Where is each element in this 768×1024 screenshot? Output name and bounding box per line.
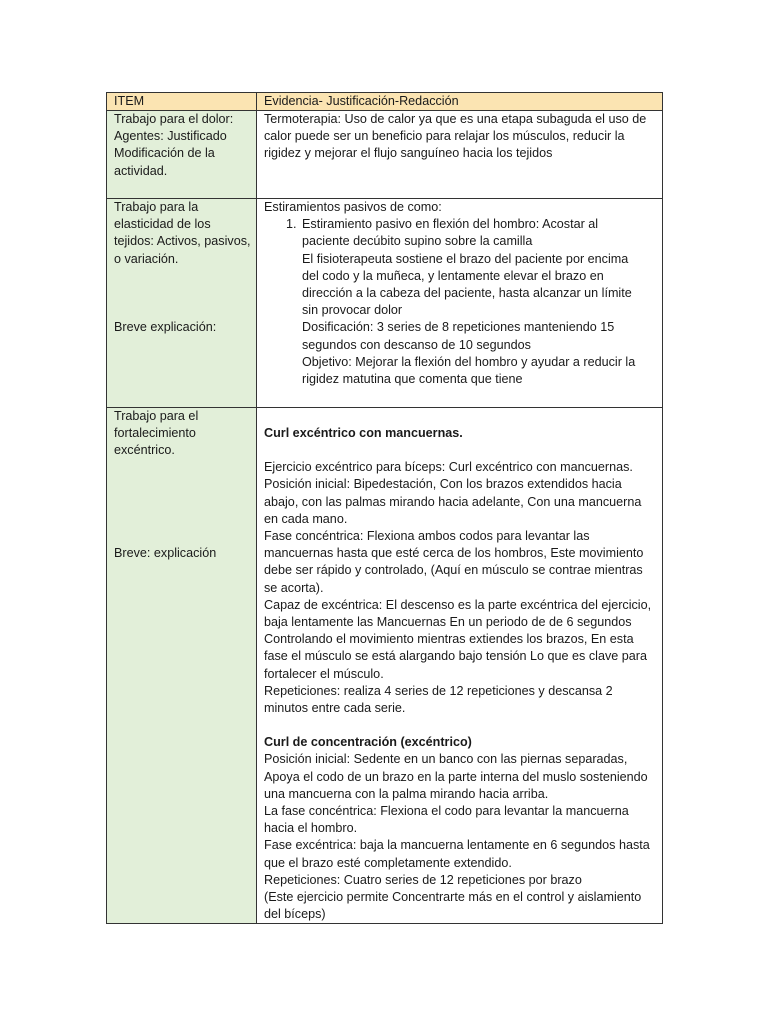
list-number: 1.	[286, 217, 297, 232]
strength-label-line: excéntrico.	[114, 443, 175, 458]
stretch-intro: Estiramientos pasivos de como:	[264, 200, 442, 214]
list-item	[264, 216, 657, 388]
list-line: del codo y la muñeca, y lentamente elevar el brazo en	[302, 268, 604, 283]
text-line: (Este ejercicio permite Concentrarte más en el control y aislamiento	[264, 890, 642, 905]
elasticity-label-line: tejidos: Activos, pasivos,	[114, 234, 251, 249]
pain-label-line: Modificación de la	[114, 146, 215, 161]
text-line: Controlando el movimiento mientras extiendes los brazos, En esta	[264, 632, 634, 647]
list-line: Dosificación: 3 series de 8 repeticiones manteniendo 15	[302, 320, 615, 335]
text-line: se acorta).	[264, 580, 324, 595]
text-line: Posición inicial: Sedente en un banco con las piernas separadas,	[264, 752, 628, 767]
elasticity-text-cell	[257, 199, 663, 408]
text-line: que el brazo esté completamente extendido.	[264, 855, 512, 870]
pain-label-line: Trabajo para el dolor:	[114, 112, 234, 126]
strength-brief-label: Breve: explicación	[114, 545, 217, 560]
list-line: rigidez matutina que comenta que tiene	[302, 372, 523, 387]
table-row-pain	[107, 111, 663, 199]
text-line: Apoya el codo de un brazo en la parte interna del muslo sosteniendo	[264, 769, 648, 784]
text-line: fase el músculo se está alargando bajo tensión Lo que es clave para	[264, 649, 647, 664]
table-header-row	[107, 93, 663, 111]
strength-label-cell	[107, 408, 257, 924]
text-line: una mancuerna con la palma mirando hacia arriba.	[264, 786, 549, 801]
text-line: abajo, con las palmas mirando hacia adelante, Con una mancuerna	[264, 494, 642, 509]
header-item-cell: ITEM	[107, 93, 257, 111]
strength-text-cell	[257, 408, 663, 924]
pain-label-cell	[107, 111, 257, 199]
header-evidence-cell: Evidencia- Justificación-Redacción	[257, 93, 663, 111]
list-line: dirección a la cabeza del paciente, hasta alcanzar un límite	[302, 286, 632, 301]
strength-label-line: Trabajo para el	[114, 409, 199, 423]
text-line: Fase excéntrica: baja la mancuerna lentamente en 6 segundos hasta	[264, 838, 650, 853]
strength-label-line: fortalecimiento	[114, 426, 196, 441]
pain-text-line: Termoterapia: Uso de calor ya que es una etapa subaguda el uso de	[264, 112, 647, 126]
pain-text-cell	[257, 111, 663, 199]
text-line: Repeticiones: realiza 4 series de 12 repeticiones y descansa 2	[264, 683, 613, 698]
pain-label-line: actividad.	[114, 163, 168, 178]
list-line: paciente decúbito supino sobre la camilla	[302, 234, 533, 249]
text-line: Ejercicio excéntrico para bíceps: Curl excéntrico con mancuernas.	[264, 460, 633, 475]
elasticity-label-line: Trabajo para la	[114, 200, 199, 214]
elasticity-label-line: elasticidad de los	[114, 217, 211, 232]
exercise-heading-concentration-curl: Curl de concentración (excéntrico)	[264, 735, 472, 750]
text-line: hacia el hombro.	[264, 821, 358, 836]
list-line: Objetivo: Mejorar la flexión del hombro y ayudar a reducir la	[302, 354, 636, 369]
text-line: Capaz de excéntrica: El descenso es la parte excéntrica del ejercicio,	[264, 597, 652, 612]
text-line: fortalecer el músculo.	[264, 666, 384, 681]
elasticity-label-line: o variación.	[114, 251, 179, 266]
list-line: El fisioterapeuta sostiene el brazo del paciente por encima	[302, 251, 629, 266]
text-line: minutos entre cada serie.	[264, 701, 406, 716]
pain-text-line: rigidez y mejorar el flujo sanguíneo hacia los tejidos	[264, 146, 553, 161]
exercise-heading-eccentric-curl: Curl excéntrico con mancuernas.	[264, 426, 463, 440]
text-line: La fase concéntrica: Flexiona el codo para levantar la mancuerna	[264, 804, 629, 819]
text-line: baja lentamente las Mancuernas En un periodo de de 6 segundos	[264, 615, 632, 630]
elasticity-label-cell	[107, 199, 257, 408]
evidence-table	[106, 92, 663, 924]
text-line: Repeticiones: Cuatro series de 12 repeticiones por brazo	[264, 872, 582, 887]
text-line: debe ser rápido y controlado, (Aquí en músculo se contrae mientras	[264, 563, 643, 578]
list-line: segundos con descanso de 10 segundos	[302, 337, 531, 352]
text-line: en cada mano.	[264, 511, 348, 526]
text-line: mancuernas hasta que esté cerca de los hombros, Este movimiento	[264, 546, 644, 561]
elasticity-brief-label: Breve explicación:	[114, 319, 217, 334]
pain-label-line: Agentes: Justificado	[114, 129, 227, 144]
list-line: sin provocar dolor	[302, 303, 403, 318]
text-line: del bíceps)	[264, 907, 326, 922]
list-line: Estiramiento pasivo en flexión del hombro: Acostar al	[302, 217, 599, 232]
pain-text-line: calor puede ser un beneficio para relajar los músculos, reducir la	[264, 129, 625, 144]
stretch-list	[264, 216, 657, 388]
text-line: Posición inicial: Bipedestación, Con los brazos extendidos hacia	[264, 477, 622, 492]
text-line: Fase concéntrica: Flexiona ambos codos para levantar las	[264, 529, 590, 544]
table-row-strength	[107, 408, 663, 924]
table-row-elasticity	[107, 199, 663, 408]
